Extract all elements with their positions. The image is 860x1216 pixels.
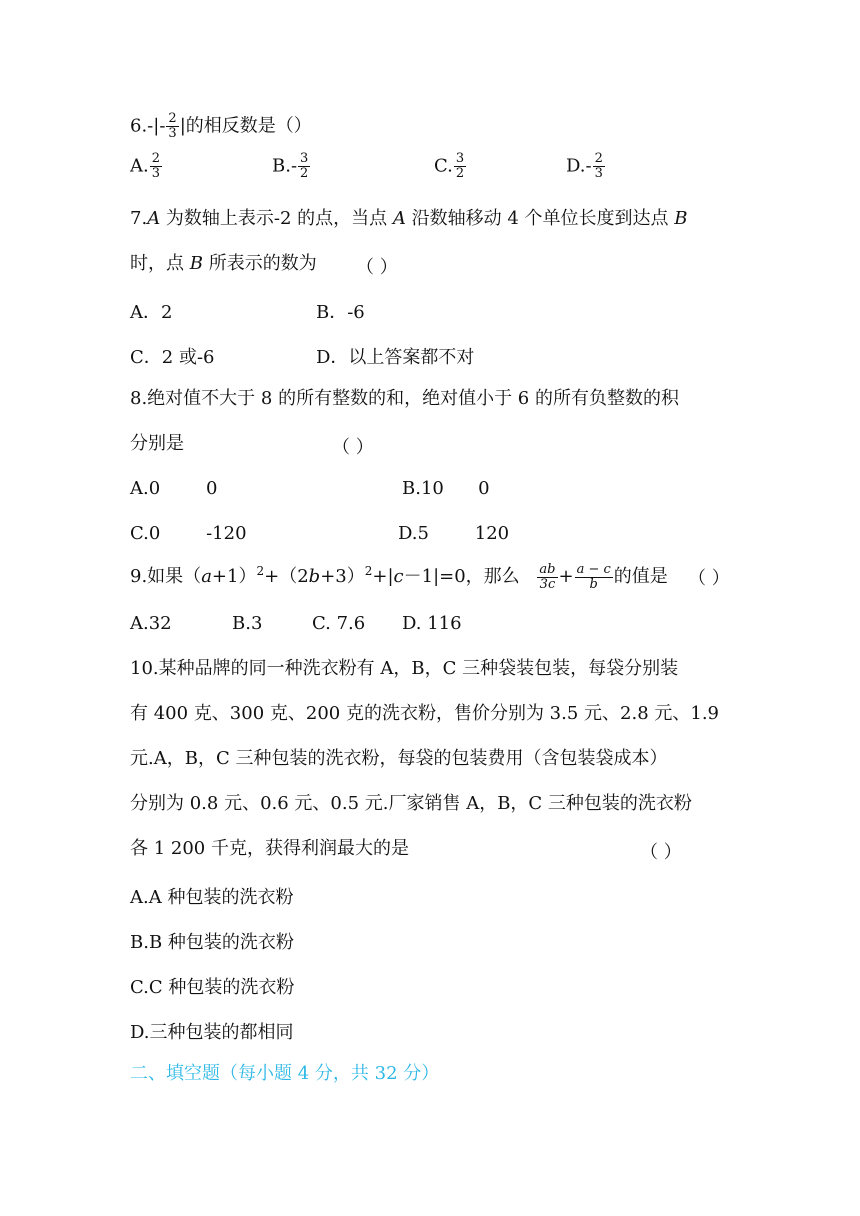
- q6-suffix: |的相反数是（）: [179, 115, 312, 137]
- q10-option-b: B.B 种包装的洗衣粉: [130, 932, 294, 953]
- q9-answer-paren: （ ）: [688, 568, 730, 589]
- q9-option-a: A.32: [130, 613, 172, 634]
- question-8-line-2: 分别是: [130, 433, 184, 454]
- q10-answer-paren: （ ）: [640, 842, 682, 863]
- question-10-line-2: 有 400 克、300 克、200 克的洗衣粉，售价分别为 3.5 元、2.8 元、1.9: [130, 703, 719, 724]
- q10-option-d: D.三种包装的都相同: [130, 1022, 294, 1043]
- question-9: 9.如果$(a+1)^2+(2b+3)^2+|c-1|=0$，那么 $\frac{ab}{3c}$ + $\frac{a - c}{b}$ 的值是: [130, 561, 668, 592]
- q9-fraction-1: $\frac{ab}{3c}$: [539, 561, 556, 592]
- q7-option-b: B．-6: [316, 302, 365, 323]
- q6-prefix: 6.-|-: [130, 115, 166, 137]
- q9-option-d: D. 116: [402, 613, 462, 634]
- q6-option-c: C. $\frac{3}{2}$: [434, 151, 465, 181]
- q9-option-b: B.3: [232, 613, 263, 634]
- question-10-line-4: 分别为 0.8 元、0.6 元、0.5 元.厂家销售 A，B，C 三种包装的洗衣粉: [130, 793, 692, 814]
- q8-option-c: C.0 -120: [130, 523, 247, 544]
- q9-option-c: C. 7.6: [312, 613, 366, 634]
- q6-fraction: $\frac{2}{3}$: [168, 111, 177, 141]
- q6-option-b: B.- $\frac{3}{2}$: [272, 151, 309, 181]
- q9-fraction-2: $\frac{a - c}{b}$: [576, 561, 611, 592]
- q7-answer-paren: （ ）: [356, 257, 398, 278]
- q8-answer-paren: （ ）: [332, 437, 374, 458]
- question-10-line-3: 元.A，B，C 三种包装的洗衣粉，每袋的包装费用（含包装袋成本）: [130, 748, 668, 769]
- q8-option-a: A.0 0: [130, 478, 218, 499]
- question-7-line-2: 时，点 B 所表示的数为: [130, 253, 317, 274]
- section-2-heading: 二、填空题（每小题 4 分，共 32 分）: [130, 1063, 440, 1084]
- question-8-line-1: 8.绝对值不大于 8 的所有整数的和，绝对值小于 6 的所有负整数的积: [130, 388, 679, 409]
- q10-option-a: A.A 种包装的洗衣粉: [130, 887, 294, 908]
- question-6: [130, 112, 312, 141]
- q7-option-d: D．以上答案都不对: [316, 347, 475, 368]
- question-10-line-5: 各 1 200 千克，获得利润最大的是: [130, 838, 409, 859]
- q6-option-d: D.- $\frac{2}{3}$: [566, 151, 603, 181]
- question-10-line-1: 10.某种品牌的同一种洗衣粉有 A，B，C 三种袋装包装，每袋分别装: [130, 658, 679, 679]
- q10-option-c: C.C 种包装的洗衣粉: [130, 977, 295, 998]
- q7-option-c: C．2 或-6: [130, 347, 215, 368]
- q8-option-d: D.5 120: [398, 523, 510, 544]
- q7-option-a: A．2: [130, 302, 173, 323]
- q6-option-a: A. $\frac{2}{3}$: [130, 151, 161, 181]
- question-7-line-1: 7.A 为数轴上表示-2 的点，当点 A 沿数轴移动 4 个单位长度到达点 B: [130, 208, 688, 229]
- q8-option-b: B.10 0: [402, 478, 490, 499]
